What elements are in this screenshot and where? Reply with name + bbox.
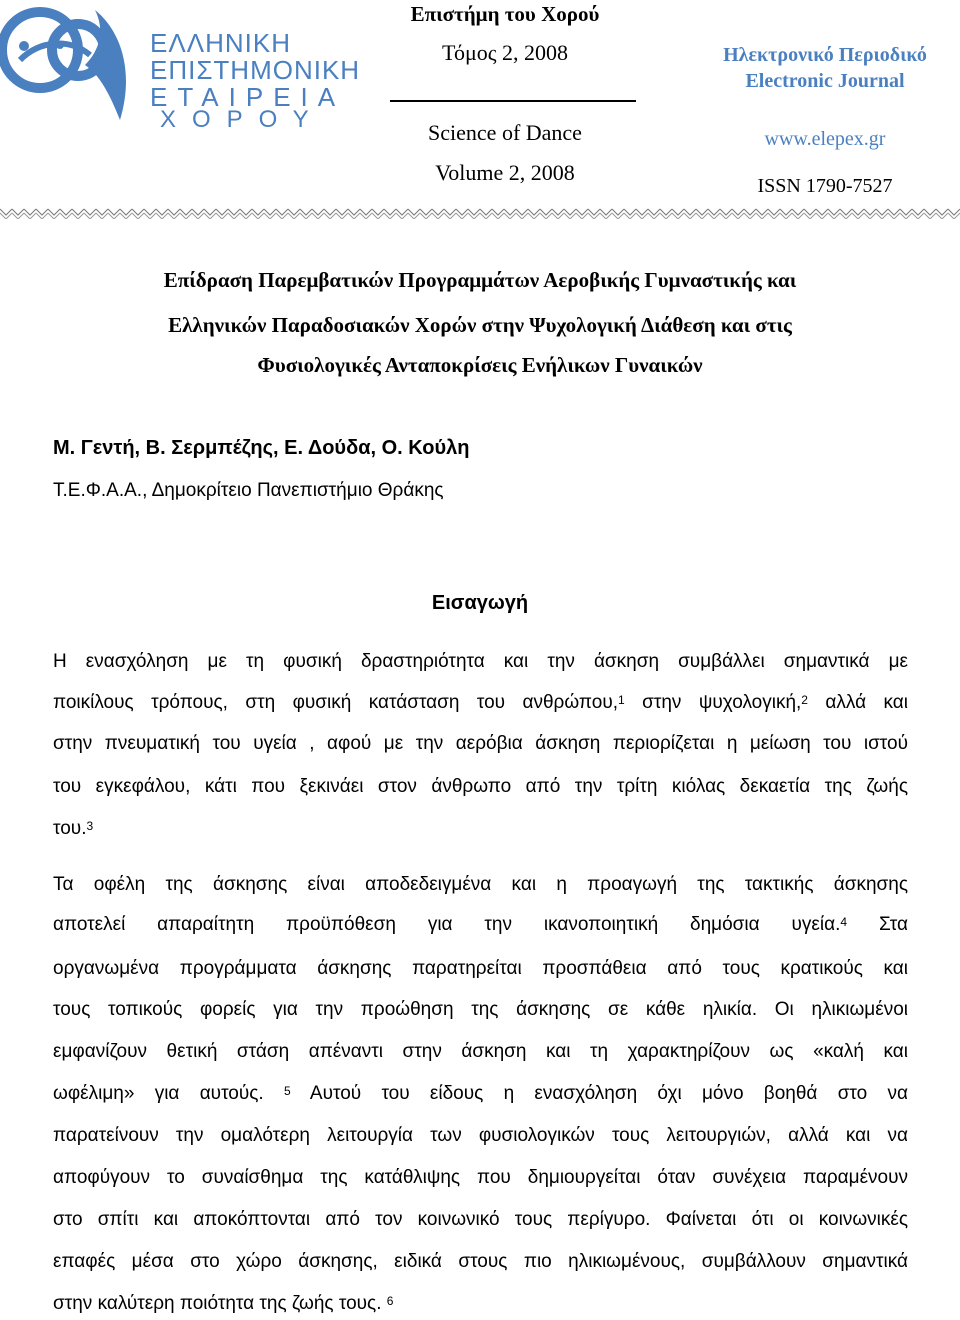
body-text: του εγκεφάλου, κάτι που ξεκινάει στον άνθρωπο από την τρίτη κιόλας δεκαετία της ζωής	[53, 776, 908, 797]
body-line	[53, 651, 908, 673]
logo-line-1: ΕΛΛΗΝΙΚΗ	[150, 28, 291, 58]
ejournal-label-gr: Ηλεκτρονικό Περιοδικό	[723, 44, 927, 66]
volume-gr: Τόμος 2, 2008	[442, 40, 568, 65]
body-line	[53, 733, 908, 755]
society-logo	[0, 0, 361, 140]
decorative-border	[0, 205, 960, 219]
footnote-ref: 5	[283, 1084, 291, 1098]
body-text: παρατείνουν την ομαλότερη λειτουργία των φυσιολογικών τους λειτουργιών, αλλά και να	[53, 1125, 908, 1146]
footnote-ref: 2	[801, 693, 808, 707]
journal-title-gr: Επιστήμη του Χορού	[410, 2, 600, 26]
article-title-line-2: Ελληνικών Παραδοσιακών Χορών στην Ψυχολογική Διάθεση και στις	[168, 313, 792, 337]
volume-en: Volume 2, 2008	[435, 160, 575, 185]
body-text: Αυτού του είδους η ενασχόληση όχι μόνο βοηθά στο να	[290, 1083, 908, 1104]
body-text: επαφές μέσα στο χώρο άσκησης, ειδικά στους πιο ηλικιωμένους, συμβάλλουν σημαντικά	[53, 1251, 908, 1272]
journal-title-en: Science of Dance	[428, 120, 582, 145]
article-title-line-3: Φυσιολογικές Ανταποκρίσεις Ενήλικων Γυναικών	[257, 353, 703, 377]
body-text: ποικίλους τρόπους, στη φυσική κατάσταση του ανθρώπου,	[53, 692, 618, 713]
logo-line-3: ΕΤΑΙΡΕΙΑ	[150, 82, 346, 112]
body-line	[53, 1167, 908, 1189]
footnote-ref: 1	[618, 693, 625, 707]
body-line	[53, 958, 908, 980]
body-text: Στα	[847, 914, 908, 935]
body-line	[53, 692, 908, 714]
body-text: στην ψυχολογική,	[624, 692, 802, 713]
body-text: Τα οφέλη της άσκησης είναι αποδεδειγμένα και η προαγωγή της τακτικής άσκησης	[53, 874, 908, 895]
ejournal-label-en: Electronic Journal	[745, 70, 905, 92]
body-line	[53, 999, 908, 1021]
footnote-ref: 4	[840, 915, 848, 929]
body-text: αλλά και	[807, 692, 908, 713]
body-text: εμφανίζουν θετική στάση απέναντι στην άσκηση και τη χαρακτηρίζουν ως «καλή και	[53, 1041, 908, 1062]
authors: Μ. Γεντή, Β. Σερμπέζης, Ε. Δούδα, Ο. Κούλη	[53, 437, 470, 459]
body-line	[53, 914, 908, 936]
affiliation: Τ.Ε.Φ.Α.Α., Δημοκρίτειο Πανεπιστήμιο Θράκης	[53, 480, 444, 501]
body-line	[53, 1251, 908, 1273]
body-line	[53, 1209, 908, 1231]
body-text: στο σπίτι και αποκόπτονται από τον κοινωνικό τους περίγυρο. Φαίνεται ότι οι κοινωνικές	[53, 1209, 908, 1230]
body-line	[53, 776, 908, 798]
body-text: του.	[53, 818, 87, 839]
body-text: ωφέλιμη» για αυτούς.	[53, 1083, 264, 1104]
body-line	[53, 818, 908, 840]
footnote-ref: 6	[386, 1294, 394, 1308]
body-text: Η ενασχόληση με τη φυσική δραστηριότητα και την άσκηση συμβάλλει σημαντικά με	[53, 651, 908, 672]
body-text: τους τοπικούς φορείς για την προώθηση της άσκησης σε κάθε ηλικία. Οι ηλικιωμένοι	[53, 999, 908, 1020]
body-line	[53, 1293, 908, 1315]
dancer-emblem-icon	[0, 0, 160, 140]
header-rule	[390, 100, 636, 102]
logo-line-2: ΕΠΙΣΤΗΜΟΝΙΚΗ	[150, 55, 361, 85]
body-text: στην καλύτερη ποιότητα της ζωής τους.	[53, 1293, 382, 1314]
body-line	[53, 1041, 908, 1063]
footnote-ref: 3	[86, 819, 94, 833]
article-title-line-1: Επίδραση Παρεμβατικών Προγραμμάτων Αεροβικής Γυμναστικής και	[163, 268, 797, 292]
body-text: οργανωμένα προγράμματα άσκησης παρατηρείται προσπάθεια από τους κρατικούς και	[53, 958, 908, 979]
logo-line-4: ΧΟΡΟΥ	[160, 106, 325, 133]
body-text: αποτελεί απαραίτητη προϋπόθεση για την ικανοποιητική δημόσια υγεία.	[53, 914, 841, 935]
body-line	[53, 874, 908, 896]
body-text: αποφύγουν το συναίσθημα της κατάθλιψης που δημιουργείται όταν συνέχεια παραμένουν	[53, 1167, 908, 1188]
section-heading: Εισαγωγή	[431, 592, 529, 614]
body-text: στην πνευματική του υγεία , αφού με την αερόβια άσκηση περιορίζεται η μείωση του ιστού	[53, 733, 908, 754]
website-link[interactable]: www.elepex.gr	[764, 128, 886, 150]
issn: ISSN 1790-7527	[757, 175, 893, 197]
body-line	[53, 1083, 908, 1105]
body-line	[53, 1125, 908, 1147]
